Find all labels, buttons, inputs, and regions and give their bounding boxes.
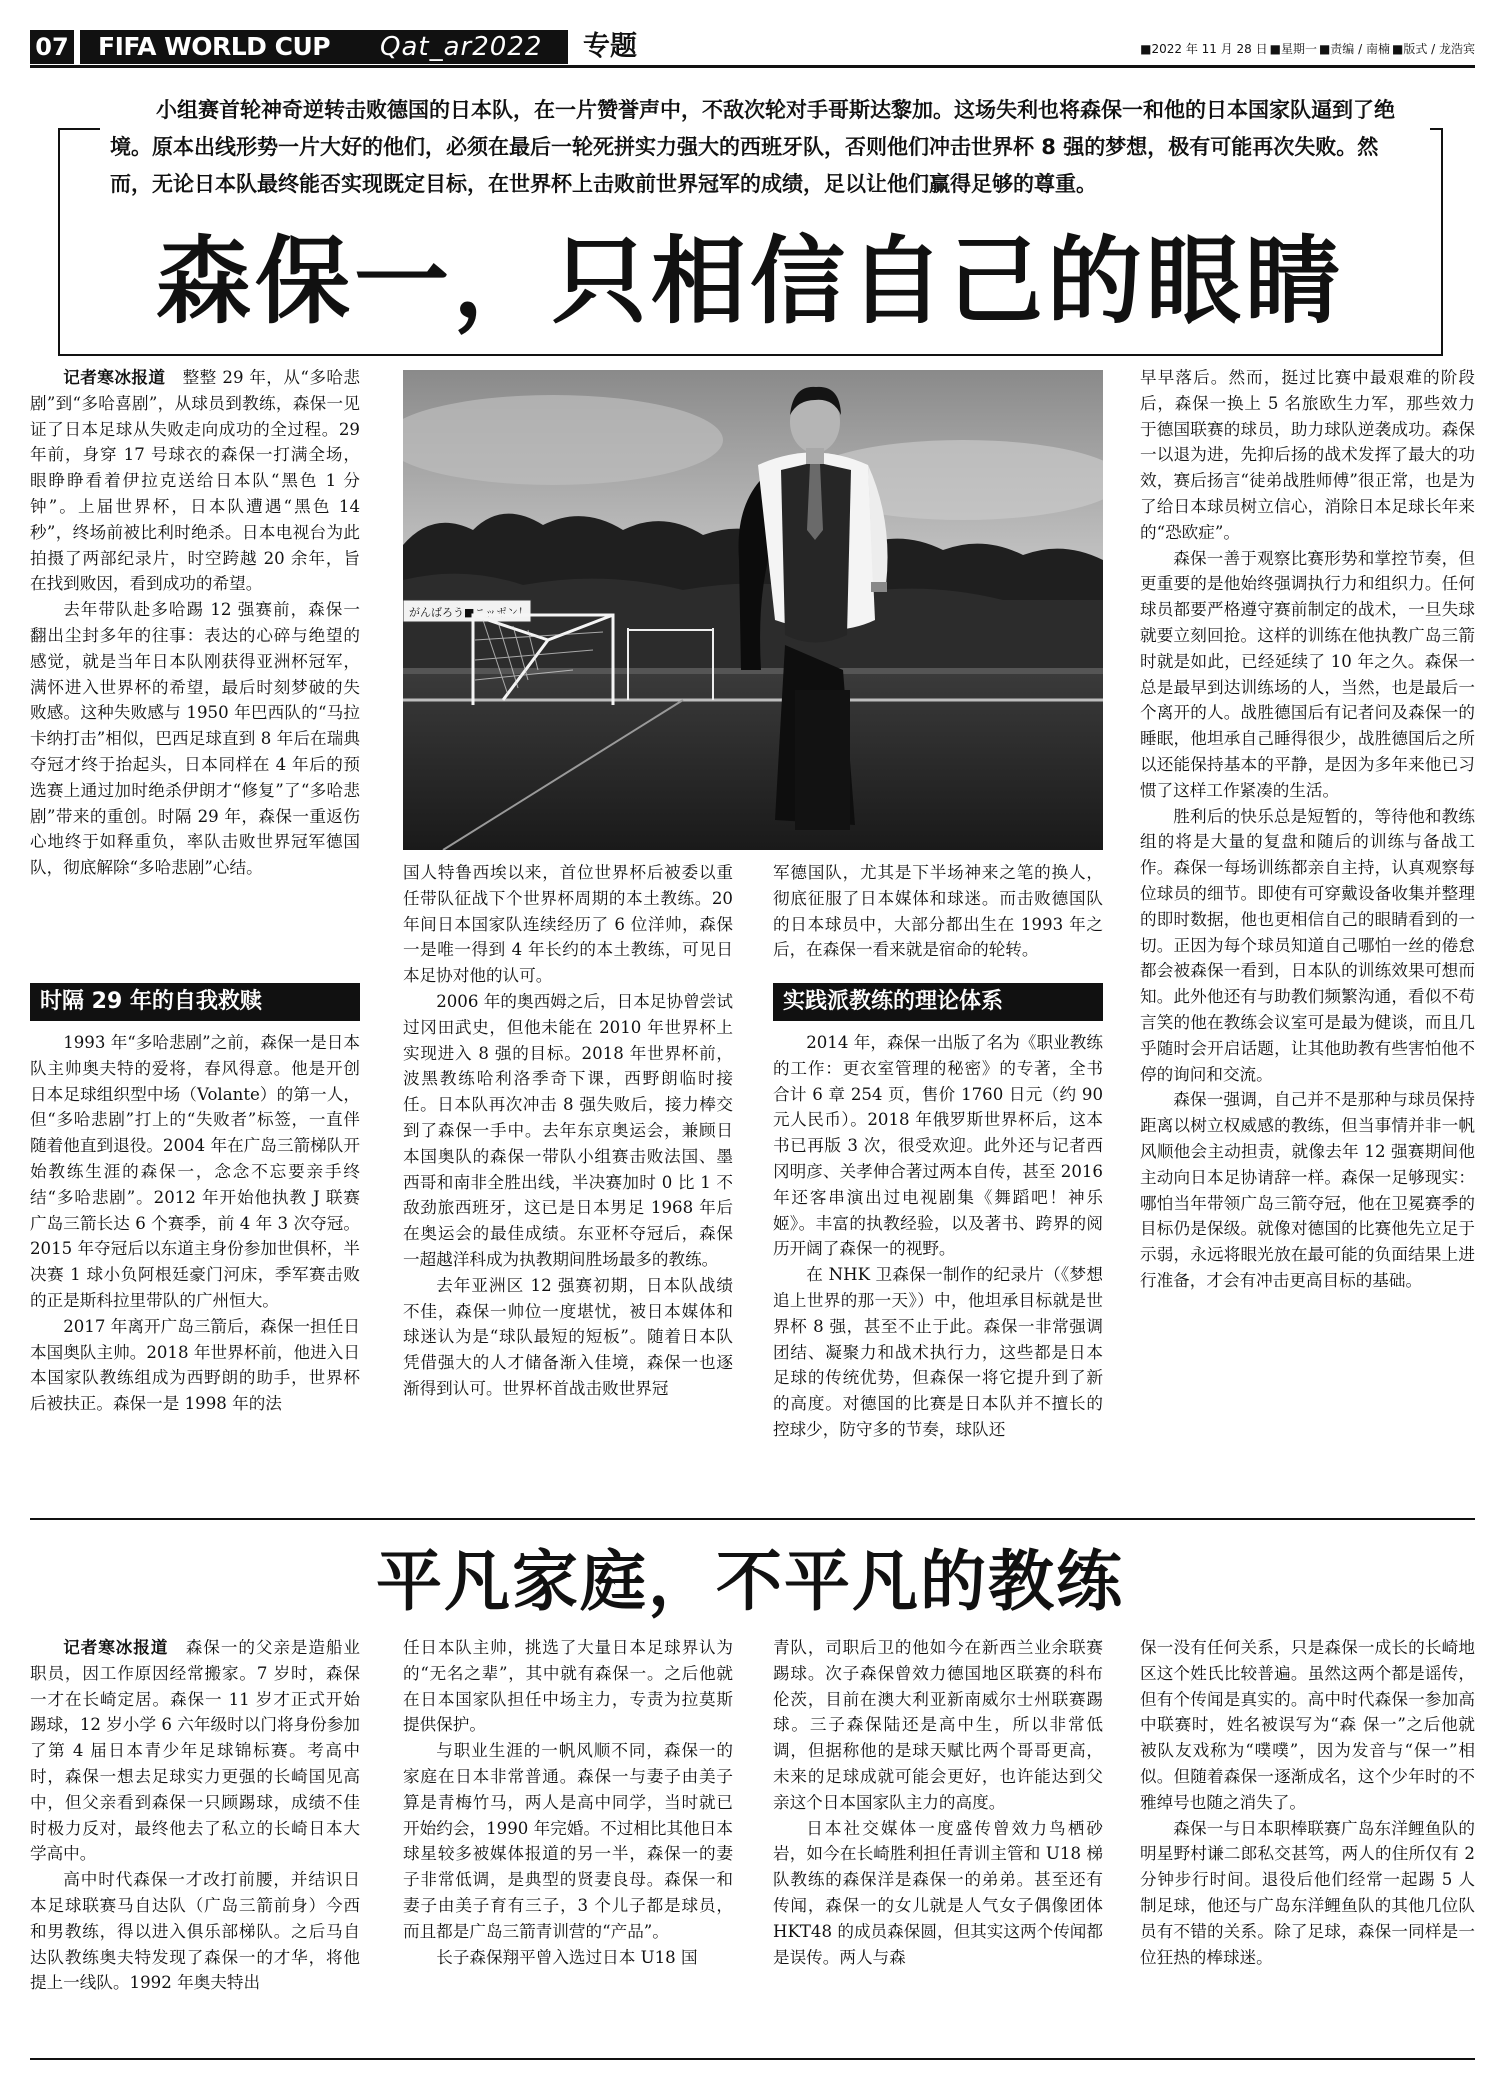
article1-paragraph: 去年带队赴多哈踢 12 强赛前，森保一翻出尘封多年的往事：表达的心碎与绝望的感觉，就是当年日本队刚获得亚洲杯冠军，满怀进入世界杯的希望，最后时刻梦破的失败感。这种失败感与 1950 年巴西队的“马拉卡纳打击”相似，巴西足球直到 8 年后在瑞典夺冠才终于抬起头，日本同样在 4 年后的预选赛上通过加时绝杀伊朗才“修复”了“多哈悲剧”带来的重创。时隔 29 年，森保一重返伤心地终于如释重负，率队击败世界冠军德国队，彻底解除“多哈悲剧”心结。 (30, 600, 360, 878)
article2-paragraph: 长子森保翔平曾入选过日本 U18 国 (436, 1947, 698, 1967)
article1-paragraph (30, 365, 360, 597)
article1-column-2 (403, 860, 733, 1402)
article1-paragraph: 2006 年的奥西姆之后，日本足协曾尝试过冈田武史，但他未能在 2010 年世界杯上实现进入 8 强的目标。2018 年世界杯前，波黑教练哈利洛季奇下课，西野朗临时接任。日本队再次冲击 8 强失败后，接力棒交到了森保一手中。去年东京奥运会，兼顾日本国奥队的森保一带队小组赛击败法国、墨西哥和南非全胜出线，半决赛加时 0 比 1 不敌劲旅西班牙，这已是日本男足 1968 年后在奥运会的最佳成绩。东亚杯夺冠后，森保一超越洋科成为执教期间胜场最多的教练。 (403, 991, 733, 1269)
article1-byline: 记者寒冰报道 (63, 368, 166, 387)
article1-paragraph: 2014 年，森保一出版了名为《职业教练的工作：更衣室管理的秘密》的专著，全书合计 6 章 254 页，售价 1760 日元（约 90 元人民币）。2018 年俄罗斯世界杯后，这本书已再版 3 次，很受欢迎。此外还与记者西冈明彦、关孝伸合著过两本自传，甚至 2016 年还客串演出过电视剧集《舞蹈吧！神乐姬》。丰富的执教经验，以及著书、跨界的阅历开阔了森保一的视野。 (773, 1033, 1103, 1259)
masthead (30, 28, 1475, 68)
issue-editors: ■责编 / 南楠 (1318, 42, 1390, 56)
second-headline: 平凡家庭，不平凡的教练 (376, 1543, 1124, 1620)
article1-paragraph: 1993 年“多哈悲剧”之前，森保一是日本队主帅奥夫特的爱将，春风得意。他是开创日本足球组织型中场（Volante）的第一人，但“多哈悲剧”打上的“失败者”标签，一直伴随着他直到退役。2004 年在广岛三箭梯队开始教练生涯的森保一，念念不忘要亲手终结“多哈悲剧”。2012 年开始他执教 J 联赛广岛三箭长达 6 个赛季，前 4 年 3 次夺冠。2015 年夺冠后以东道主身份参加世俱杯，半决赛 1 球小负阿根廷豪门河床，季军赛击败的正是斯科拉里带队的广州恒大。 (30, 1033, 360, 1310)
article2-paragraph: 青队，司职后卫的他如今在新西兰业余联赛踢球。次子森保曾效力德国地区联赛的科布伦茨，目前在澳大利亚新南威尔士州联赛踢球。三子森保陆还是高中生，所以非常低调，但据称他的是球天赋比两个哥哥更高，未来的足球成就可能会更好，也许能达到父亲这个日本国家队主力的高度。 (773, 1638, 1103, 1812)
issue-info (1138, 40, 1475, 57)
article1-column-4 (1140, 365, 1475, 1294)
article1-column-3a (773, 860, 1103, 963)
article1-paragraph: 国人特鲁西埃以来，首位世界杯后被委以重任带队征战下个世界杯周期的本土教练。20 年间日本国家队连续经历了 6 位洋帅，森保一是唯一得到 4 年长约的本土教练，可见日本足协对他的认可。 (403, 863, 733, 986)
article2-paragraph: 任日本队主帅，挑选了大量日本足球界认为的“无名之辈”，其中就有森保一。之后他就在日本国家队担任中场主力，专责为拉莫斯提供保护。 (403, 1638, 733, 1735)
article1-column-3b (773, 1030, 1103, 1443)
article2-column-4 (1140, 1635, 1475, 1970)
issue-layout: ■版式 / 龙浩宾 (1391, 42, 1475, 56)
article2-paragraph: 日本社交媒体一度盛传曾效力鸟栖砂岩，如今在长崎胜利担任青训主管和 U18 梯队教练的森保洋是森保一的弟弟。甚至还有传闻，森保一的女儿就是人气女子偶像团体 HKT48 的成员森保圆，但其实这两个传闻都是误传。两人与森 (773, 1818, 1103, 1967)
issue-date: ■2022 年 11 月 28 日 (1140, 42, 1268, 56)
coach-photo-image (403, 370, 1103, 850)
article2-paragraph: 与职业生涯的一帆风顺不同，森保一的家庭在日本非常普通。森保一与妻子由美子算是青梅竹马，两人是高中同学，当时就已开始约会，1990 年完婚。不过相比其他日本球星较多被媒体报道的另一半，森保一的妻子非常低调，是典型的贤妻良母。森保一和妻子由美子育有三子，3 个儿子都是球员，而且都是广岛三箭青训营的“产品”。 (403, 1741, 733, 1941)
event-brand: Qat_ar2022 (380, 32, 543, 62)
footer-rule (30, 2058, 1475, 2060)
article1-paragraph: 森保一强调，自己并不是那种与球员保持距离以树立权威感的教练，但当事情并非一帆风顺他会主动担责，就像去年 12 强赛期间他主动向日本足协请辞一样。森保一足够现实：哪怕当年带领广岛三箭夺冠，他在卫冕赛季的目标仍是保级。就像对德国的比赛他先立足于示弱，永远将眼光放在最可能的负面结果上进行准备，才会有冲击更高目标的基础。 (1140, 1090, 1475, 1290)
coach-photo (403, 370, 1103, 850)
article2-text: 森保一的父亲是造船业职员，因工作原因经常搬家。7 岁时，森保一才在长崎定居。森保一 11 岁才正式开始踢球，12 岁小学 6 六年级时以门将身份参加了第 4 届日本青少年足球锦标赛。考高中时，森保一想去足球实力更强的长崎国见高中，但父亲看到森保一只顾踢球，成绩不佳时极力反对，最终他去了私立的长崎日本大学高中。 (30, 1638, 361, 1864)
article2-paragraph: 保一没有任何关系，只是森保一成长的长崎地区这个姓氏比较普遍。虽然这两个都是谣传，但有个传闻是真实的。高中时代森保一参加高中联赛时，姓名被误写为“森 保一”之后他就被队友戏称为“噗噗”，因为发音与“保一”相似。但随着森保一逐渐成名，这个少年时的不雅绰号也随之消失了。 (1140, 1638, 1475, 1812)
article2-paragraph: 高中时代森保一才改打前腰，并结识日本足球联赛马自达队（广岛三箭前身）今西和男教练，得以进入俱乐部梯队。之后马自达队教练奥夫特发现了森保一的才华，将他提上一线队。1992 年奥夫特出 (30, 1870, 360, 1993)
article2-paragraph (30, 1635, 360, 1867)
article2-column-3 (773, 1635, 1103, 1970)
article2-byline: 记者寒冰报道 (63, 1638, 169, 1657)
article1-paragraph: 在 NHK 卫森保一制作的纪录片（《梦想追上世界的那一天》）中，他坦承目标就是世界杯 8 强，甚至不止于此。森保一非常强调团结、凝聚力和战术执行力，这些都是日本足球的传统优势，但森保一将它提升到了新的高度。对德国的比赛是日本队并不擅长的控球少，防守多的节奏，球队还 (773, 1265, 1103, 1439)
article2-paragraph: 森保一与日本职棒联赛广岛东洋鲤鱼队的明星野村谦二郎私交甚笃，两人的住所仅有 2 分钟步行时间。退役后他们经常一起踢 5 人制足球，他还与广岛东洋鲤鱼队的其他几位队员有不错的关系。除了足球，森保一同样是一位狂热的棒球迷。 (1140, 1818, 1475, 1967)
lead-text: 小组赛首轮神奇逆转击败德国的日本队，在一片赞誉声中，不敌次轮对手哥斯达黎加。这场失利也将森保一和他的日本国家队逼到了绝境。原本出线形势一片大好的他们，必须在最后一轮死拼实力强大的西班牙队，否则他们冲击世界杯 8 强的梦想，极有可能再次失败。然而，无论日本队最终能否实现既定目标，在世界杯上击败前世界冠军的成绩，足以让他们赢得足够的尊重。 (110, 98, 1395, 196)
subhead-self-redemption: 时隔 29 年的自我救赎 (30, 983, 360, 1021)
article1-paragraph: 早早落后。然而，挺过比赛中最艰难的阶段后，森保一换上 5 名旅欧生力军，那些效力于德国联赛的球员，助力球队逆袭成功。森保一以退为进，先抑后扬的战术发挥了最大的功效，赛后扬言“徒弟战胜师傅”很正常，也是为了给日本球员树立信心，消除日本足球长年来的“恐欧症”。 (1140, 368, 1475, 542)
section-label: 专题 (583, 31, 637, 62)
subhead-practical-theory: 实践派教练的理论体系 (773, 983, 1103, 1021)
article1-paragraph: 胜利后的快乐总是短暂的，等待他和教练组的将是大量的复盘和随后的训练与备战工作。森保一每场训练都亲自主持，认真观察每位球员的细节。即使有可穿戴设备收集并整理的即时数据，他也更相信自己的眼睛看到的一切。正因为每个球员知道自己哪怕一丝的倦怠都会被森保一看到，日本队的训练效果可想而知。此外他还有与助教们频繁沟通，看似不苟言笑的他在教练会议室可是最为健谈，而且几乎随时会开启话题，让其他助教有些害怕他不停的询问和交流。 (1140, 806, 1475, 1084)
article1-paragraph: 军德国队，尤其是下半场神来之笔的换人，彻底征服了日本媒体和球迷。而击败德国队的日本球员中，大部分都出生在 1993 年之后，在森保一看来就是宿命的轮转。 (773, 863, 1103, 960)
article1-column-1 (30, 365, 360, 881)
page-number: 07 (30, 30, 74, 64)
event-title: FIFA WORLD CUP (98, 32, 331, 61)
event-banner (80, 30, 568, 64)
article2-column-1 (30, 1635, 360, 1996)
story-divider (30, 1518, 1475, 1520)
article1-paragraph: 森保一善于观察比赛形势和掌控节奏，但更重要的是他始终强调执行力和组织力。任何球员都要严格遵守赛前制定的战术，一旦失球就要立刻回抢。这样的训练在他执教广岛三箭时就是如此，已经延续了 10 年之久。森保一总是最早到达训练场的人，当然，也是最后一个离开的人。战胜德国后有记者问及森保一的睡眠，他坦承自己睡得很少，战胜德国后之所以还能保持基本的平静，是因为多年来他已习惯了这样工作紧凑的生活。 (1140, 548, 1475, 800)
issue-weekday: ■星期一 (1269, 42, 1317, 56)
article1-column-1b (30, 1030, 360, 1417)
article1-paragraph: 2017 年离开广岛三箭后，森保一担任日本国奥队主帅。2018 年世界杯前，他进入日本国家队教练组成为西野朗的助手，世界杯后被扶正。森保一是 1998 年的法 (30, 1316, 360, 1414)
article1-text: 整整 29 年，从“多哈悲剧”到“多哈喜剧”，从球员到教练，森保一见证了日本足球从失败走向成功的全过程。29 年前，身穿 17 号球衣的森保一打满全场，眼睁睁看着伊拉克送给日本队“黑色 1 分钟”。上届世界杯，日本队遭遇“黑色 14 秒”，终场前被比利时绝杀。日本电视台为此拍摄了两部纪录片，时空跨越 20 余年，旨在找到败因，看到成功的希望。 (30, 368, 361, 594)
page-headline: 森保一，只相信自己的眼睛 (155, 227, 1344, 337)
article2-column-2 (403, 1635, 733, 1970)
lead-paragraph (100, 92, 1430, 203)
article1-paragraph: 去年亚洲区 12 强赛初期，日本队战绩不佳，森保一帅位一度堪忧，被日本媒体和球迷认为是“球队最短的短板”。随着日本队凭借强大的人才储备渐入佳境，森保一也逐渐得到认可。世界杯首战击败世界冠 (403, 1275, 733, 1398)
photo-banner-text: がんばろう■ニッポン！ (409, 606, 529, 619)
